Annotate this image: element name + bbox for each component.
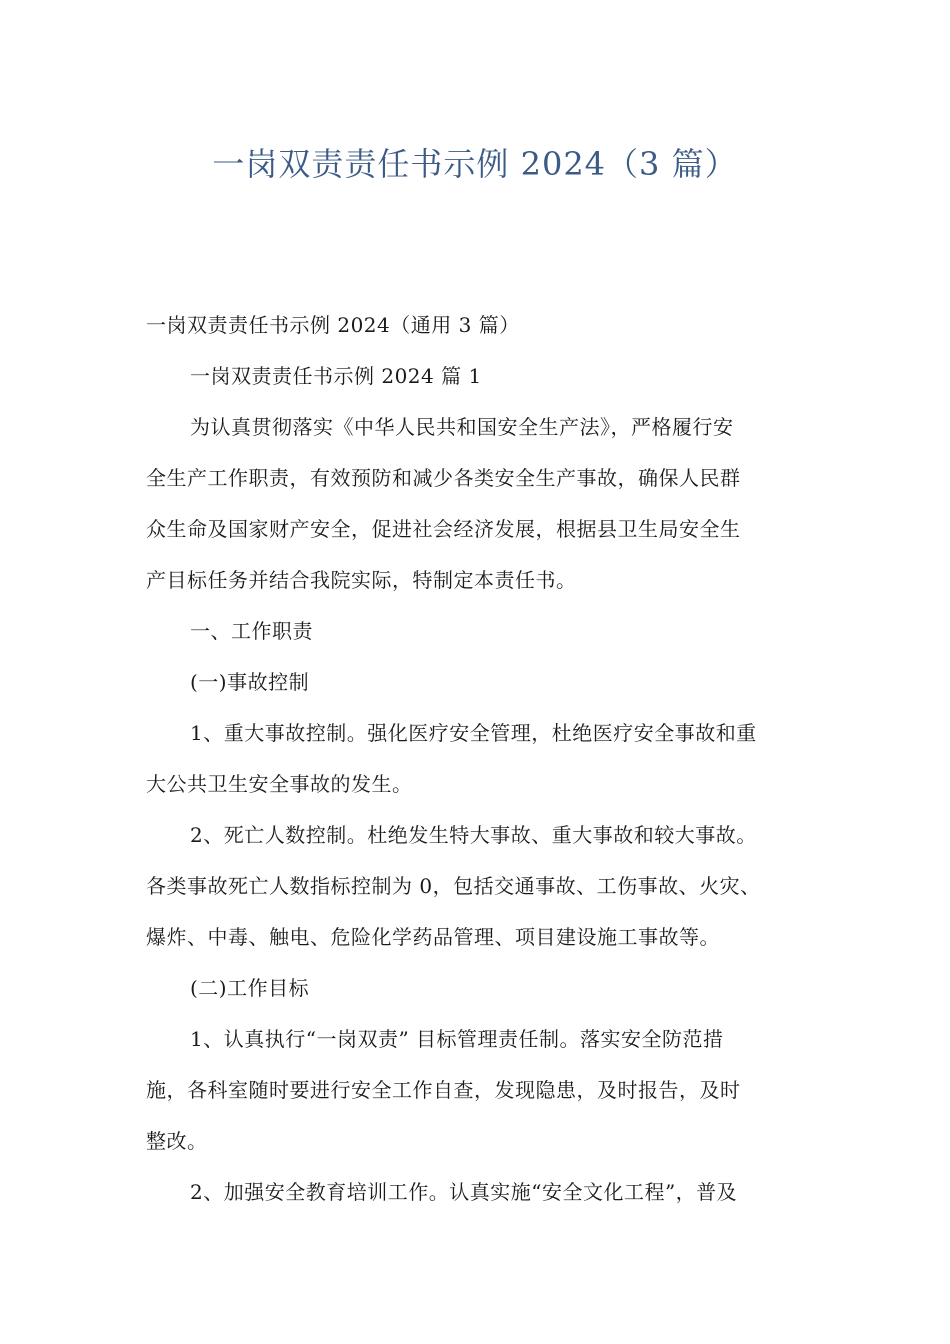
subheading-line: (二)工作目标 — [190, 976, 310, 1000]
paragraph-line: 产目标任务并结合我院实际，特制定本责任书。 — [146, 568, 577, 592]
paragraph-line: 整改。 — [146, 1129, 208, 1153]
paragraph-line: 爆炸、中毒、触电、危险化学药品管理、项目建设施工事故等。 — [146, 925, 720, 949]
document-body — [146, 307, 836, 1210]
paragraph-line: 为认真贯彻落实《中华人民共和国安全生产法》，严格履行安 — [190, 415, 734, 439]
paragraph-line: 1、认真执行“一岗双责” 目标管理责任制。落实安全防范措 — [190, 1027, 724, 1051]
section-heading: 一岗双责责任书示例 2024 篇 1 — [190, 364, 482, 388]
paragraph-line: 众生命及国家财产安全，促进社会经济发展，根据县卫生局安全生 — [146, 517, 741, 541]
document-title: 一岗双责责任书示例 2024（3 篇） — [212, 145, 738, 183]
paragraph-line: 2、死亡人数控制。杜绝发生特大事故、重大事故和较大事故。 — [190, 823, 757, 847]
paragraph-line: 各类事故死亡人数指标控制为 0，包括交通事故、工伤事故、火灾、 — [146, 874, 761, 898]
subheading-line: (一)事故控制 — [190, 670, 310, 694]
paragraph-line: 施，各科室随时要进行安全工作自查，发现隐患，及时报告，及时 — [146, 1078, 741, 1102]
paragraph-line: 全生产工作职责，有效预防和减少各类安全生产事故，确保人民群 — [146, 466, 741, 490]
subtitle-line: 一岗双责责任书示例 2024（通用 3 篇） — [146, 313, 520, 337]
heading-line: 一、工作职责 — [190, 619, 313, 643]
paragraph-line: 2、加强安全教育培训工作。认真实施“安全文化工程”，普及 — [190, 1180, 738, 1204]
paragraph-line: 大公共卫生安全事故的发生。 — [146, 772, 413, 796]
paragraph-line: 1、重大事故控制。强化医疗安全管理，杜绝医疗安全事故和重 — [190, 721, 757, 745]
